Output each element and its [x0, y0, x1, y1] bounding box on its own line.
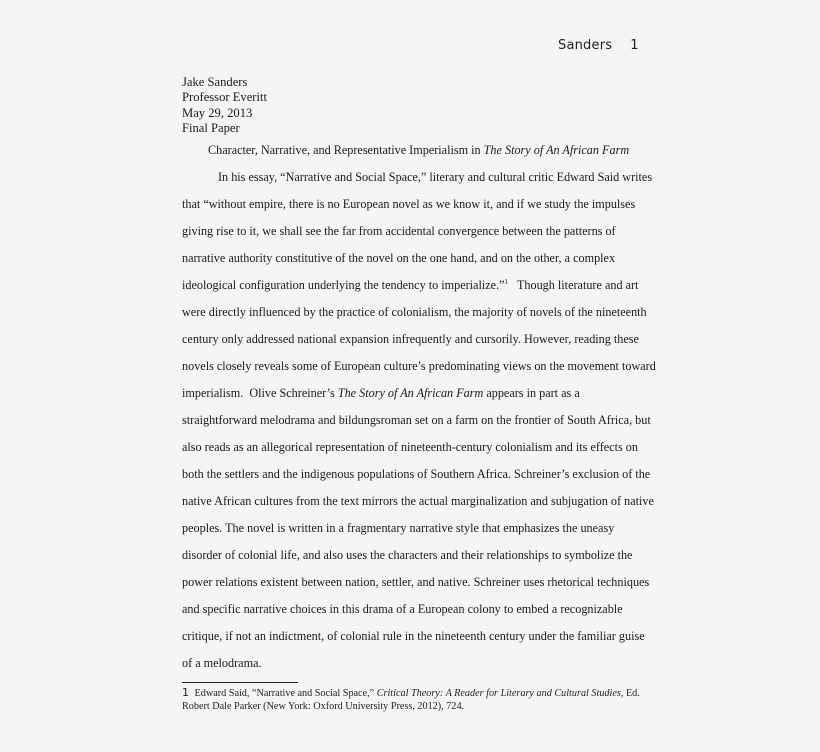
date: May 29, 2013: [182, 105, 253, 120]
body-line: In his essay, “Narrative and Social Space,” literary and cultural critic Edward Said writes: [218, 170, 653, 184]
body-line: peoples. The novel is written in a fragmentary narrative style that emphasizes the uneasy: [182, 521, 615, 535]
body-line-text: appears in part as a: [483, 386, 580, 400]
mla-heading-block: [182, 75, 267, 136]
body-line: native African cultures from the text mirrors the actual marginalization and subjugation of native: [182, 494, 654, 508]
body-line-text: ideological configuration underlying the tendency to imperialize.”: [182, 278, 505, 292]
italic-work-title: The Story of An African Farm: [337, 386, 484, 400]
body-line: critique, if not an indictment, of colonial rule in the nineteenth century under the familiar guise: [182, 629, 645, 643]
body-line: and specific narrative choices in this drama of a European colony to embed a recognizable: [182, 602, 623, 616]
footnote-text: , Ed.: [620, 688, 640, 699]
body-line: [182, 278, 642, 305]
body-line: straightforward melodrama and bildungsroman set on a farm on the frontier of South Africa, but: [182, 413, 651, 427]
footnote-number: 1: [182, 686, 189, 699]
body-line: [182, 386, 642, 413]
body-line-text: imperialism. Olive Schreiner’s: [182, 386, 338, 400]
footnote-reference[interactable]: 1: [504, 278, 509, 286]
body-line: narrative authority constitutive of the novel on the one hand, and on the other, a complex: [182, 251, 616, 265]
footnote-line: Robert Dale Parker (New York: Oxford University Press, 2012), 724.: [182, 700, 465, 712]
body-line: giving rise to it, we shall see the far from accidental convergence between the patterns of: [182, 224, 616, 238]
running-head-author: Sanders: [558, 38, 613, 53]
footnote: [182, 687, 642, 713]
body-line: power relations existent between nation, settler, and native. Schreiner uses rhetorical techniques: [182, 575, 650, 589]
student-name: Jake Sanders: [182, 75, 248, 89]
instructor-name: Professor Everitt: [182, 90, 267, 105]
page-number: 1: [630, 38, 639, 53]
footnote-separator: [182, 682, 298, 683]
footnote-line: [182, 687, 642, 701]
body-line: also reads as an allegorical representation of nineteenth-century colonialism and its effects on: [182, 440, 638, 454]
body-line-text: Though literature and art: [508, 278, 639, 292]
body-line: were directly influenced by the practice of colonialism, the majority of novels of the nineteenth: [182, 305, 647, 319]
title-italic-work: The Story of An African Farm: [483, 143, 630, 157]
running-head: [558, 38, 639, 53]
body-line: of a melodrama.: [182, 656, 262, 670]
body-line: that “without empire, there is no European novel as we know it, and if we study the impulses: [182, 197, 636, 211]
body-paragraph: [182, 170, 656, 683]
body-line: century only addressed national expansion infrequently and cursorily. However, reading these: [182, 332, 639, 346]
title-main: Character, Narrative, and Representative Imperialism in: [208, 143, 484, 157]
footnote-italic-work: Critical Theory: A Reader for Literary and Cultural Studies: [376, 688, 621, 699]
paper-title: [208, 143, 629, 158]
footnote-text: Edward Said, “Narrative and Social Space,”: [192, 688, 377, 699]
assignment-name: Final Paper: [182, 120, 240, 135]
body-line: disorder of colonial life, and also uses the characters and their relationships to symbolize the: [182, 548, 633, 562]
body-line: novels closely reveals some of European culture’s predominating views on the movement toward: [182, 359, 656, 373]
body-line: both the settlers and the indigenous populations of Southern Africa. Schreiner’s exclusion of the: [182, 467, 651, 481]
